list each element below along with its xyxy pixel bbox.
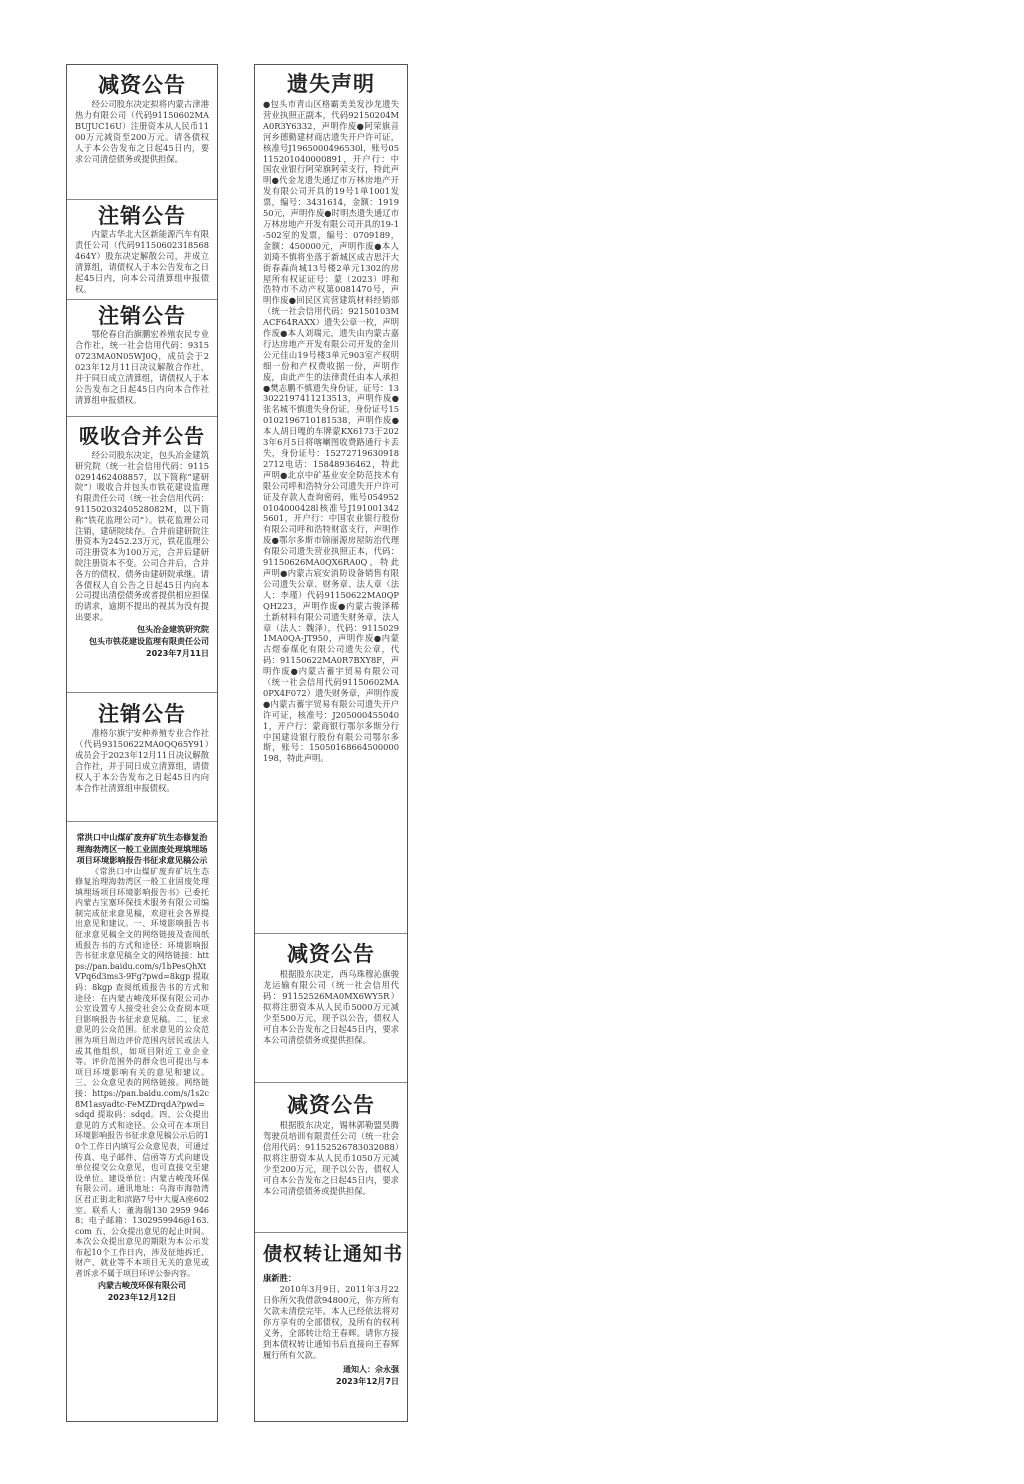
notice-title: 遗失声明: [287, 72, 375, 96]
capital-reduction-notice-1: [67, 65, 217, 200]
signer-1: 包头冶金建筑研究院: [137, 624, 209, 634]
left-notice-column: [66, 64, 218, 1422]
notice-title: 减资公告: [98, 73, 186, 97]
notice-body: 2010年3月9日、2011年3月22日你所欠我借款94800元，你方所有欠款未清偿完毕。本人已经依法将对你方享有的全部债权，及所有的权利义务，全部转让给王春辉。请你方接到本债权转让通知书后直接向王春辉履行所有欠款。: [263, 1284, 399, 1360]
capital-reduction-notice-3: [255, 1082, 407, 1233]
notice-title: 债权转让通知书: [263, 1243, 404, 1265]
debt-transfer-notice: [255, 1232, 407, 1421]
notice-body: 内蒙古华北大区新能源汽车有限责任公司（代码91150602318568464Y）股东决定解散公司，并成立清算组，请债权人于本公告发布之日起45日内，向本公司清算组申报债权。: [75, 229, 209, 294]
loss-statement-notice: [255, 65, 407, 934]
notice-date: 2023年12月12日: [107, 1292, 177, 1302]
capital-reduction-notice-2: [255, 933, 407, 1083]
notice-title: 注销公告: [98, 702, 186, 726]
notice-title: 注销公告: [98, 304, 186, 328]
notice-title: 减资公告: [287, 942, 375, 966]
signer: 内蒙古峻茂环保有限公司: [98, 1280, 186, 1290]
deregistration-notice-3: [67, 692, 217, 822]
notifier: 通知人：佘永强: [343, 1365, 399, 1374]
notice-heading: 常洪口中山煤矿废弃矿坑生态修复治理海勃湾区一般工业固废处理填埋场项目环境影响报告书征求意见稿公示: [76, 832, 208, 865]
notice-title: 注销公告: [98, 204, 186, 228]
notice-body: 《常洪口中山煤矿废弃矿坑生态修复治理海勃湾区一般工业固废处理填埋场项目环境影响报告书》已委托内蒙古宝塞环保技术服务有限公司编制完成征求意见稿，欢迎社会各界提出意见和建议。一、环境影响报告书征求意见稿全文的网络链接及查阅纸质报告书的方式和途径：环境影响报告书征求意见稿全文的网络链接：https://pan.baidu.com/s/1bPesQhXtVPq6d3ms3-9Fg?pwd=8kgp 提取码：8kgp 查阅纸质报告书的方式和途径：在内蒙古峻茂环保有限公司办公室设置专人接受社会公众查阅本项目影响报告书征求意见稿。二、征求意见的公众范围。征求意见的公众范围为项目周边评价范围内居民或法人或其他组织，如项目附近工业企业等。评价范围外的群众也可提出与本项目环境影响有关的意见和建议。三、公众意见表的网络链接。网络链接：https://pan.baidu.com/s/1s2c8M1asyadtc-FeMZDrqdA?pwd=sdqd 提取码：sdqd。四、公众提出意见的方式和途径。公众可在本项目环境影响报告书征求意见稿公示后的10个工作日内填写公众意见表，可通过传真、电子邮件、信函等方式向建设单位提交公众意见，也可直接交至建设单位。建设单位：内蒙古峻茂环保有限公司。通讯地址：乌海市海勃湾区君正街北和滨路7号中大厦A座602室。联系人：董海瑞130 2959 9468；电子邮箱：1302959946@163.com 五、公众提出意见的起止时间。本次公众提出意见的期限为本公示发布起10个工作日内，涉及征地拆迁、财产、就业等不本项目无关的意见或者诉求不属于项目环评公参内容。: [75, 866, 209, 1279]
notice-body: 根据股东决定，西乌珠穆沁旗骏龙运输有限公司（统一社会信用代码：91152526MA0MX6WY5R）拟将注册资本从人民币5000万元减少至500万元，现予以公告，债权人可自本公告发布之日起45日内，要求本公司清偿债务或提供担保。: [263, 969, 399, 1045]
notice-body: 准格尔旗宁安种养殖专业合作社（代码93150622MA0QQ65Y91）成员会于2023年12月11日决议解散合作社，并于同日成立清算组，请债权人于本公告发布之日起45日内向本合作社清算组申报债权。: [75, 728, 209, 793]
notice-title: 吸收合并公告: [79, 424, 205, 448]
merger-notice: [67, 416, 217, 693]
notice-body: 根据股东决定，锡林郭勒盟昊腾驾驶员培训有限责任公司（统一社会信用代码：91152526783032088）拟将注册资本从人民币1050万元减少至200万元，现予以公告，债权人可自本公告发布之日起45日内，要求本公司清偿债务或提供担保。: [263, 1120, 399, 1196]
notice-date: 2023年12月7日: [336, 1377, 399, 1386]
notice-body: 鄂伦春自治旗鹏宏养殖农民专业合作社，统一社会信用代码：93150723MA0N05WJ0Q，成员会于2023年12月11日决议解散合作社，并于同日成立清算组，请债权人于本公告发布之日起45日内向本合作社清算组申报债权。: [75, 329, 209, 405]
notice-greeting: 康新胜：: [263, 1273, 297, 1283]
signer-2: 包头市铁花建设监理有限责任公司: [89, 636, 209, 646]
deregistration-notice-1: [67, 199, 217, 300]
notice-title: 减资公告: [287, 1093, 375, 1117]
right-notice-column: [254, 64, 408, 1422]
deregistration-notice-2: [67, 299, 217, 417]
notice-body: 经公司股东决定拟将内蒙古津港热力有限公司（代码91150602MABUJUC16U）注册资本从人民币1100万元减资至200万元。请各债权人于本公告发布之日起45日内，要求公司清偿债务或提供担保。: [75, 99, 209, 164]
notice-date: 2023年7月11日: [146, 648, 209, 658]
environmental-impact-notice: [67, 821, 217, 1421]
notice-body: ●包头市青山区格霸美美发沙龙遗失营业执照正副本，代码92150204MA0R3Y6332，声明作废●阿荣旗音河乡德勤建材商店遗失开户许可证，核准号J1965000496530l，账号05115201040000891，开户行：中国农业银行阿荣旗阿荣支行，特此声明●代金龙遗失通辽市万林房地产开发有限公司开具的19号1单1001发票，编号：3431614，金额：191950元，声明作废●时明杰遗失通辽市万林房地产开发有限公司开具的19-1-502室的发票，编号：0709189，金额：450000元，声明作废●本人刘琦不慎将坐落于新城区成吉思汗大街春森尚城13号楼2单元1302的房屋所有权证证号：蒙（2023）呼和浩特市不动产权第0081470号，声明作废●回民区宾营建筑材料经销部（统一社会信用代码：92150103MACF64RAXX）遗失公章一枚，声明作废●本人刘瑞元，遗失由内蒙古嘉行达房地产开发有限公司开发的金川公元佳山19号楼3单元903室产权明细一份和产权费收据一份，声明作废，由此产生的法律责任由本人承担●樊志鹏不慎遗失身份证，证号：133022197411213513，声明作废●张名城不慎遗失身份证，身份证号150102196710181538，声明作废●本人胡日嘎的车牌蒙KX6173于2023年6月5日将喀喇图收费路通行卡丢失，身份证号：152727196309182712电话：15848936462，特此声明●北京中矿基业安全防范技术有限公司呼和浩特分公司遗失开户许可证及存款人查询密码，账号0549520104000428l核准号J1910013425601，开户行：中国农业银行股份有限公司呼和浩特财富支行，声明作废●鄂尔多斯市锦丽源房屋防治代理有限公司遗失营业执照正本，代码：91150626MA0QX6RA0Q，特此声明●内蒙古宸安消防设备销售有限公司遗失公章、财务章、法人章（法人：李瑾）代码91150622MA0QPQH223，声明作废●内蒙古骏泽稀土新材料有限公司遗失财务章，法人章（法人：魏泽），代码：91150291MA0QA-JT950，声明作废●内蒙古煜泰煤化有限公司遗失公章，代码：91150622MA0R7BXY8F，声明作废●内蒙古蓄宇贸易有限公司（统一社会信用代码91150602MA0PX4F072）遗失财务章，声明作废●内蒙古蓄宇贸易有限公司遗失开户许可证，核准号：J2050004550401，开户行：蒙商银行鄂尔多斯分行中国建设银行股份有限公司鄂尔多斯，账号：15050168664500000198，特此声明。: [263, 99, 399, 764]
notice-body: 经公司股东决定，包头冶金建筑研究院（统一社会信用代码：91150291462408857，以下简称“建研院”）吸收合并包头市铁花建设监理有限责任公司（统一社会信用代码：91150203240528082M，以下简称“铁花监理公司”）。铁花监理公司注销，建研院续存。合并前建研院注册资本为2452.23万元，铁花监理公司注册资本为100万元，合并后建研院注册资本不变。公司合并后，合并各方的债权、债务由建研院承继。请各债权人自公告之日起45日内向本公司提出清偿债务或者提供相应担保的请求，逾期不提出的视其为没有提出要求。: [75, 450, 209, 622]
